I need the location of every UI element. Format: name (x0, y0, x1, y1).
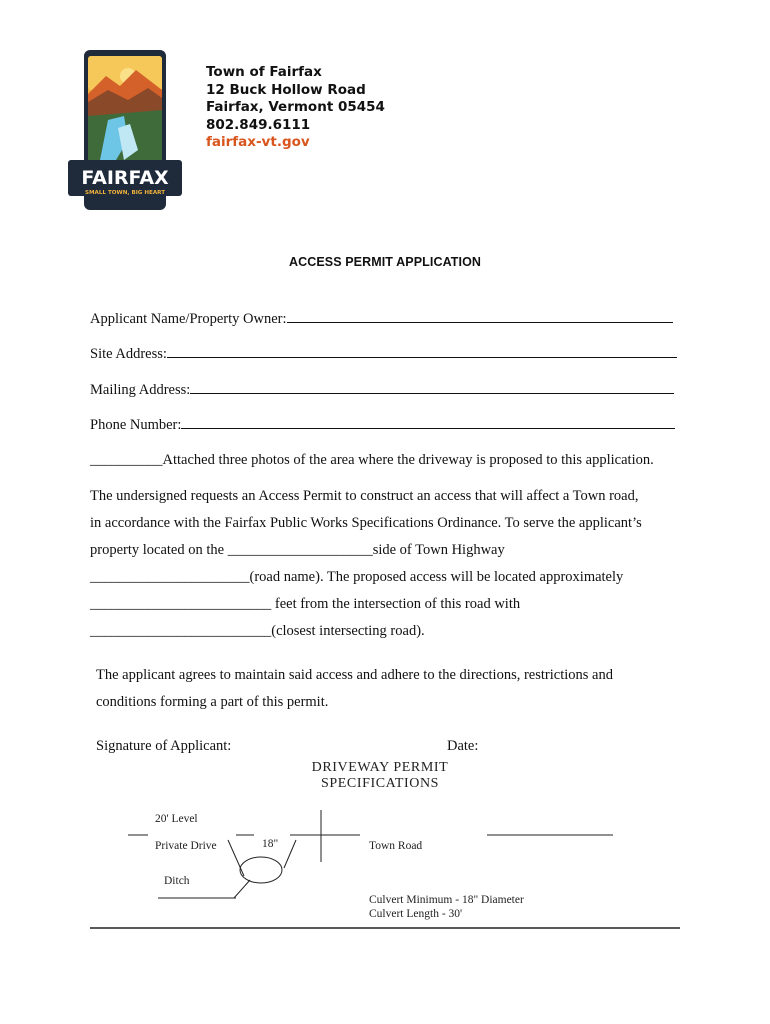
phone-number-label: Phone Number: (90, 417, 182, 433)
org-street: 12 Buck Hollow Road (206, 81, 366, 98)
label-ditch: Ditch (164, 875, 190, 887)
label-18-inch: 18" (262, 838, 279, 850)
label-town-road: Town Road (369, 840, 423, 852)
org-website[interactable]: fairfax-vt.gov (206, 134, 310, 150)
logo-tagline: SMALL TOWN, BIG HEART (84, 190, 166, 196)
mailing-address-label: Mailing Address: (90, 382, 191, 398)
para2-line2: conditions forming a part of this permit. (96, 694, 329, 710)
para1-line3: property located on the ____________________side of Town Highway (90, 542, 505, 558)
ditch-slope-right (284, 840, 296, 868)
ditch-slope-left (228, 840, 244, 876)
spec-title-line1: DRIVEWAY PERMIT (311, 760, 449, 775)
photos-text: Attached three photos of the area where the driveway is proposed to this application. (162, 452, 654, 468)
signature-label[interactable]: Signature of Applicant: (96, 738, 232, 754)
label-private-drive: Private Drive (155, 840, 217, 852)
photos-blank[interactable]: __________ (90, 452, 163, 468)
form-title: ACCESS PERMIT APPLICATION (288, 255, 482, 269)
site-address-label: Site Address: (90, 346, 167, 362)
org-phone: 802.849.6111 (206, 116, 311, 133)
org-name: Town of Fairfax (206, 64, 322, 80)
para1-line6: _________________________(closest intersecting road). (90, 623, 425, 639)
para1-line4: ______________________(road name). The proposed access will be located approximately (90, 569, 624, 585)
para1-line2: in accordance with the Fairfax Public Works Specifications Ordinance. To serve the applicant’s (90, 515, 642, 531)
culvert-circle (240, 857, 282, 883)
para2-line1: The applicant agrees to maintain said access and adhere to the directions, restrictions and (96, 667, 613, 683)
ditch-pointer (234, 880, 250, 898)
para1-line1: The undersigned requests an Access Permit to construct an access that will affect a Town road, (90, 488, 639, 504)
applicant-label: Applicant Name/Property Owner: (90, 311, 287, 327)
para1-line5: _________________________ feet from the intersection of this road with (90, 596, 521, 612)
label-culvert-length: Culvert Length - 30' (369, 908, 463, 920)
logo-wordmark: FAIRFAX (81, 167, 169, 189)
label-culvert-minimum: Culvert Minimum - 18" Diameter (369, 894, 524, 906)
spec-title-line2: SPECIFICATIONS (320, 776, 440, 791)
org-city: Fairfax, Vermont 05454 (206, 99, 385, 115)
date-label[interactable]: Date: (447, 738, 479, 754)
label-20-level: 20' Level (155, 813, 198, 825)
